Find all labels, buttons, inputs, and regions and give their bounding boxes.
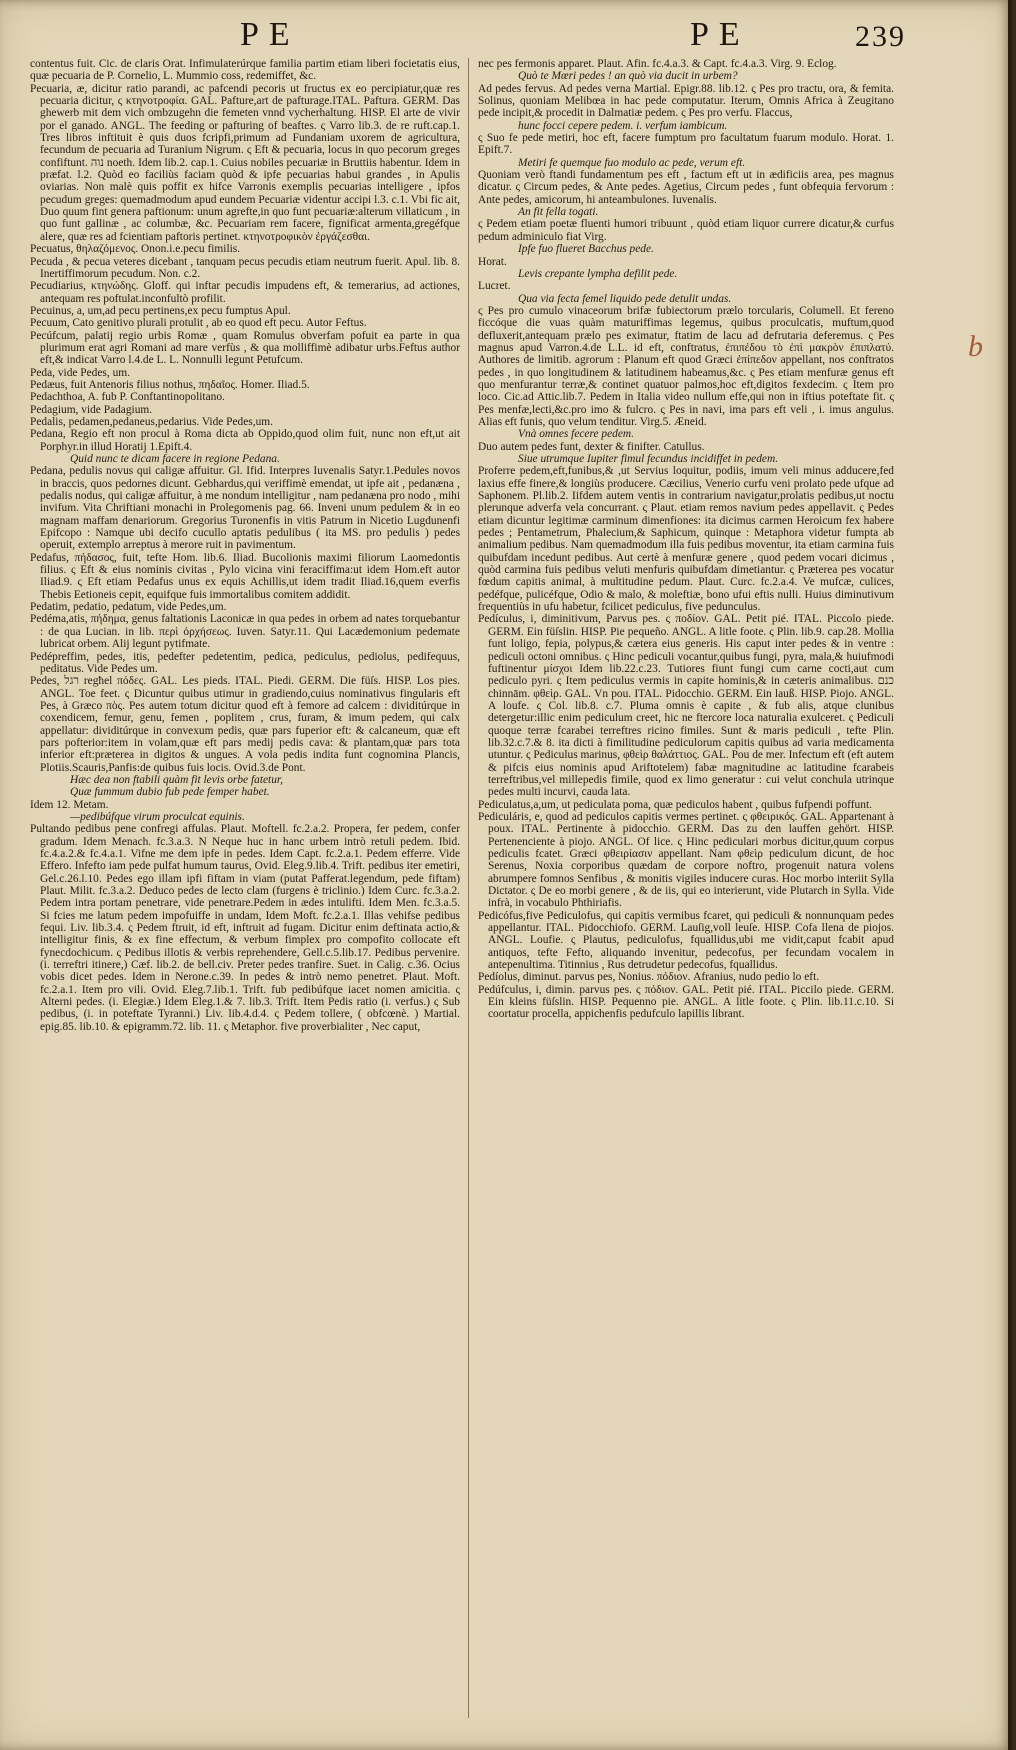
- dictionary-entry: Pecúfcum, palatij regio urbis Romæ , quam Romulus obverfam pofuit ea parte in qua plurimum erat agri Romani ad mare verfùs , & qua molliffimè adibatur urbs.Feftus author eft,& indicat Varro l.4.de L. L. Nonnulli legunt Petufcum.: [30, 329, 460, 367]
- dictionary-entry: Quoniam verò ftandi fundamentum pes eft , factum eft ut in ædificiis area, pes magnus dicatur. ς Circum pedes, & Ante pedes. Agetius, Circum pedes , funt obfequia fervorum : Ante pedes, amicorum, hi anteambulones. Iuvenalis.: [478, 169, 894, 206]
- verse-quote: hunc focci cepere pedem. i. verfum iambicum.: [518, 119, 728, 132]
- dictionary-entry: ς Suo fe pede metiri, hoc eft, facere fumptum pro facultatum fuarum modulo. Horat. 1. Epift.7.: [478, 132, 894, 157]
- verse-quote: Hæc dea non ftabili quàm fit levis orbe fatetur,: [70, 773, 283, 786]
- column-divider: [468, 58, 469, 1718]
- verse-quote: An fit fella togati.: [518, 206, 599, 219]
- dictionary-entry: Pediculáris, e, quod ad pediculos capitis vermes pertinet. ς φθειρικός. GAL. Appartenant à poux. ITAL. Pertinente à pidocchio. GERM. Das zu den lauffen gehört. HISP. Pertenenciente à piojo. ANGL. Of lice. ς Hinc pediculari morbus dicitur,quum corpus pediculis fcatet. Græci φθειρίασιν appellant. Nam φθεὶρ pediculum dicunt, de hoc Serenus, Noxia corporibus quædam de corpore noftro, progenuit natura volens abrumpere fomnos Senfibus , & monitis vigiles inducere curas. Hoc morbo interiit Sylla Dictator. ς De eo morbi genere , & de iis, qui eo interierunt, vide Plutarch in Sylla. Vide infrà, in vocabulo Phthiriafis.: [478, 810, 894, 910]
- verse-quote: Vnà omnes fecere pedem.: [518, 428, 634, 441]
- verse-quote: Ipfe fuo flueret Bacchus pede.: [518, 243, 654, 256]
- dictionary-entry: Horat.: [478, 255, 507, 268]
- dictionary-entry: Pecuaria, æ, dicitur ratio parandi, ac pafcendi pecoris ut fructus ex eo percipiatur,quæ res pecuaria dicitur, ς κτηνοτροφία. GAL. Pafture,art de pafturage.ITAL. Paftura. GERM. Das ghewerb mit dem vich ombzugehn die femeten vnnd vycherhaltung. HISP. El arte de vivir por el ganado. ANGL. The feeding or pafturing of beaftes. ς Varro lib.3. de re ruft.cap.1. Tres libros inftituit è quis duos fcripfi,primum ad Fundaniam uxorem de agricultura, fecundum de pecuaria ad Turanium Nigrum. ς Eft & pecuaria, locus in quo pecorum greges confiftunt. נוה noeth. Idem lib.2. cap.1. Cuius nobiles pecuariæ in Bruttiis habentur. Idem in præfat. l.2. Quòd eo faciliùs faciam quòd & ipfe pecuarias habui grandes , in Apulis oviarias. Non malè quis poffit ex hifce Varronis exemplis pecuarias intelligere , ipfos pecudum greges: quemadmodum apud eundem Pecuariæ videntur accipi l.3. c.1. Vbi fic ait, Duo quum fint genera paftionum: unum agrefte,in quo funt pecuariæ:alterum villaticum , in quo funt gallinæ , ac columbæ, &c. Pecuariam rem facere, fignificat armenta,gregéfque alere, quæ res ad fcientiam paftoris pertinet. κτηνοτροφικὸν ἐργάζεσθαι.: [30, 82, 460, 243]
- page-number: 239: [855, 20, 906, 53]
- dictionary-entry: Pedafus, πήδασος, fuit, tefte Hom. lib.6. Iliad. Bucolionis maximi filiorum Laomedontis filius. ς Eft & eius nominis civitas , Pylo vicina vini feraciffima:ut idem Hom.eft autor Iliad.9. ς Eft etiam Pedafus unus ex equis Achillis,ut idem tradit Iliad.16,quem everfis Thebis Eetioneis cepit, equifque fuis immortalibus comitem addidit.: [30, 551, 460, 601]
- verse-quote: Quò te Mœri pedes ! an quò via ducit in urbem?: [518, 70, 738, 83]
- running-head-center: PE: [690, 16, 750, 53]
- verse-quote: Qua via fecta femel liquido pede detulit undas.: [518, 292, 732, 305]
- dictionary-entry: Proferre pedem,eft,funibus,& ,ut Servius loquitur, podiis, imum veli minus adducere,fed laxius effe finere,& longiùs producere. Cæcilius, Venerio curfu veni prolato pede ufque ad Saphonem. Pl.lib.2. Iifdem autem ventis in contrarium navigatur,prolatis pedibus,ut noctu plerunque adverfa vela concurrant. ς Plaut. etiam remos navium pedes appellavit. ς Pedes etiam dicuntur legitimæ carminum dimenfiones: ita dicimus carmen Heroicum fex habere pedes ; Pentametrum, Phalecium,& Saphicum, quinque : Metaphora videtur fumpta ab animalium pedibus. Nam quemadmodum illa fuis pedibus moventur, ita etiam carmina fuis quibufdam incedunt pedibus. Aut certè à menfuræ genere , quod pedem vocari dicimus , quòd carmina fuis pedibus veluti menfuris quibufdam dimetiantur. ς Præterea pes vocatur fœdum capitis animal, à multitudine pedum. Plaut. Curc. fc.2.a.4. Ve mufcæ, culices, pedéfque, pulicéfque, Odio & malo, & moleftiæ, bono ufui eftis nulli. Huius diminutivum frequentiùs in ufu habetur, fcilicet pediculus, five pedunculus.: [478, 465, 894, 614]
- dictionary-entry: Pedículus, i, diminitivum, Parvus pes. ς ποδίον. GAL. Petit pié. ITAL. Piccolo piede. GERM. Ein füſslin. HISP. Pie pequeño. ANGL. A litle foote. ς Plin. lib.9. cap.28. Mollia funt loligo, fepia, polypus,& cætera eius generis. His caput inter pedes & in ventre : pediculi octoni omnibus. ς Hinc pediculi vocantur,quibus fungi, pyra, mala,& huiufmodi fuftinentur μίσχοι Idem lib.22.c.23. Tutiores fiunt fungi cum carne cocti,aut cum pediculo pyri. ς Item pediculus vermis in capite hominis,& in cæteris animalibus. כנם chinnām. φθεὶρ. GAL. Vn pou. ITAL. Pidocchio. GERM. Ein lauß. HISP. Piojo. ANGL. A loufe. ς Col. lib.8. c.7. Pluma omnis è capite , & fub alis, atque clunibus detergetur:illic enim pediculum creet, hic ne ftercore loca naturalia exulceret. ς Pediculi quoque terræ fcarabei terreftres ricino fimiles. Sunt & maris pediculi , tefte Plin. lib.32.c.7.& 8. ita dicti à fimilitudine pediculorum capitis quibus ad varia medicamenta utuntur. ς Pediculus marinus, φθεὶρ θαλάττιος. GAL. Pou de mer. Infectum eft (eft autem & pifcis eius nominis apud Ariftotelem) fabæ magnitudine ac latitudine fcarabeis terreftribus,vel millepedis fimile, quod ex limo generatur : cui velut conchula utrinque pedes multi incurvi, cauda lata.: [478, 613, 894, 799]
- running-head-left: PE: [240, 16, 300, 53]
- dictionary-entry: Pedes, רגל regħel πόδες. GAL. Les pieds. ITAL. Piedi. GERM. Die füſs. HISP. Los pies. ANGL. Toe feet. ς Dicuntur quibus utimur in gradiendo,cuius nominativus fingularis eft Pes, à Græco πὸς. Pes autem totum dicitur quod eft à femore ad calcem : dividitúrque in coxendicem, femur, genu, femen , poplitem , crus, furam, & imum pedem, qui calx appellatur: dividitúrque in convexum pedis, quæ pars fuperior eft: & calcaneum, quæ eft pars pofterior:item in volam,quæ eft pars medij pedis cava: & plantam,quæ pars tota inferior eft:præterea in digitos & ungues. A vola pedis indita funt cognomina Plancis, Plotiis.Scauris,Panfis:de quibus fuis locis. Ovid.3.de Pont.: [30, 675, 460, 774]
- dictionary-entry: Pedalis, pedamen,pedaneus,pedarius. Vide Pedes,um.: [30, 415, 273, 428]
- dictionary-entry: Idem 12. Metam.: [30, 798, 109, 811]
- dictionary-entry: Pecuum, Cato genitivo plurali protulit , ab eo quod eft pecu. Autor Feftus.: [30, 317, 367, 330]
- dictionary-entry: Pecuatus, θηλαζόμενος. Onon.i.e.pecu fimilis.: [30, 243, 241, 256]
- dictionary-entry: Pediculatus,a,um, ut pediculata poma, quæ pediculos habent , quibus fufpendi poffunt.: [478, 798, 872, 811]
- dictionary-entry: Pedæus, fuit Antenoris filius nothus, πηδαῖος. Homer. Iliad.5.: [30, 378, 310, 391]
- verse-quote: Quæ fummum dubio fub pede femper habet.: [70, 786, 270, 799]
- verse-quote: —pedibúfque virum proculcat equinis.: [70, 810, 245, 823]
- dictionary-entry: Pedíolus, diminut. parvus pes, Nonius. πόδιον. Afranius, nudo pedio lo eft.: [478, 971, 820, 984]
- dictionary-entry: contentus fuit. Cic. de claris Orat. Infimulaterúrque familia partim etiam liberi focietatis eius, quæ pecuaria de P. Cornelio, L. Mummio coss, redemiffet, &c.: [30, 58, 460, 83]
- dictionary-entry: ς Pes pro cumulo vinaceorum brifæ fubiectorum prælo torcularis, Columell. Et fereno ficcóque die vuas quàm maturiffimas legemus, quibus proculcatis, muftum,quod defluxerit,antequam prælo pes eximatur, ftatim de lacu ad defrutaria deferemus. ς Pes magnus apud Varron.4.de L.L. id eft, conftratus, ἐπιπέδου τὸ ἐπὶ μακρὸν ἐπιπλατύ. Authores de limitib. agrorum : Planum eft quod Græci ἐπίπεδον appellant, nos conftratos pedes , in quo longitudinem & latitudinem habeamus,&c. ς Pes etiam menfuræ genus eft quo menfurantur terræ,& continet quatuor palmos,hoc eft,digitos fexdecim. ς Item pro loco. Cic.ad Attic.lib.7. Pedem in Italia video nullum effe,qui non in iftius poteftate fit. ς Pes menfæ,lecti,&c.pro imo & fulcro. ς Pes in navi, ima pars eft veli , i. imus angulus. Alias eft funis, quo velum tenditur. Virg.5. Æneid.: [478, 304, 894, 428]
- dictionary-entry: Pedéma,atis, πήδημα, genus faltationis Laconicæ in qua pedes in orbem ad nates torquebantur : de qua Lucian. in lib. περὶ ὀρχήσεως. Iuven. Satyr.11. Qui Lacædemonium pedemate lubricat orbem. Alij legunt pytifmate.: [30, 613, 460, 651]
- verse-quote: Siue utrumque Iupiter fimul fecundus incidiffet in pedem.: [518, 453, 779, 465]
- dictionary-entry: Peda, vide Pedes, um.: [30, 366, 130, 379]
- page-edge: [1008, 0, 1012, 1750]
- dictionary-entry: ς Pedem etiam poetæ fluenti humori tribuunt , quòd etiam liquor currere dicatur,& curfus pedum adminiculo fiat Virg.: [478, 218, 894, 243]
- right-column: [478, 58, 894, 1021]
- dictionary-entry: Duo autem pedes funt, dexter & finifter. Catullus.: [478, 440, 705, 453]
- dictionary-entry: nec pes fermonis apparet. Plaut. Afin. fc.4.a.3. & Capt. fc.4.a.3. Virg. 9. Eclog.: [478, 58, 837, 70]
- dictionary-entry: Pecudiarius, κτηνώδης. Gloff. qui inftar pecudis impudens eft, & temerarius, ad actiones, antequam res poftulat.inconfultò profilit.: [30, 280, 460, 305]
- dictionary-entry: Pedachthoa, A. fub P. Conftantinopolitano.: [30, 391, 225, 404]
- verse-quote: Metiri fe quemque fuo modulo ac pede, verum eft.: [518, 156, 746, 169]
- dictionary-entry: Pedana, pedulis novus qui caligæ affuitur. Gl. Ifid. Interpres Iuvenalis Satyr.1.Pedules novos in braccis, quos pedornes dicunt. Gebhardus,qui veriffimè emendat, ut ipfe ait , pedanæna , pedalis nodus, qui caligæ affuitur, à me nondum intelligitur , nam pedanæna pro nodo , mihi invifum. Vita Chriftiani monachi in Prolegomenis pag. 66. Inveni unum pedulem & in eo magnam maffam denariorum. Gregorius Turonenfis in vitis Patrum in Nicetio Lugdunenfi Epifcopo : Namque ubi decifo cucullo aptatis pedulibus ( ita MS. pro pedulis ) pedes operuit, extemplo arreptus à merore ruit in pavimentum.: [30, 465, 460, 552]
- margin-annotation: b: [968, 330, 983, 363]
- verse-quote: Quid nunc te dicam facere in regione Pedana.: [70, 453, 280, 465]
- left-column: [30, 58, 460, 1033]
- dictionary-entry: Ad pedes fervus. Ad pedes verna Martial. Epigr.88. lib.12. ς Pes pro tractu, ora, & femita. Solinus, quoniam Melibœa in hac pede computatur. Iterum, Omnis Africa à Zeugitano pede incipit,& procedit in Dalmatiæ pedem. ς Pes pro verfu. Flaccus,: [478, 82, 894, 120]
- verse-quote: Levis crepante lympha defilit pede.: [518, 267, 678, 280]
- dictionary-entry: Pecuda , & pecua veteres dicebant , tanquam pecus pecudis etiam neutrum fuerit. Apul. lib. 8. Inertiffimorum pecudum. Non. c.2.: [30, 255, 460, 280]
- dictionary-entry: Pedicófus,five Pediculofus, qui capitis vermibus fcaret, qui pediculi & nonnunquam pedes appellantur. ITAL. Pidocchiofo. GERM. Lauſig,voll leuſe. HISP. Cofa llena de piojos. ANGL. Loufie. ς Plautus, pediculofus, fquallidus,ubi me vidit,caput fcabit apud antiquos, tefte Fefto, aliquando invenitur, pedecofus, per fecundam vocalem in antepenultima. Titinnius , Rus detrudetur pedecofus, fquallidus.: [478, 909, 894, 972]
- dictionary-entry: Pedana, Regio eft non procul à Roma dicta ab Oppido,quod olim fuit, nunc non eft,ut ait Porphyr.in illud Horatij 1.Epift.4.: [30, 428, 460, 453]
- dictionary-entry: Pedagium, vide Padagium.: [30, 403, 153, 416]
- dictionary-entry: Pecuinus, a, um,ad pecu pertinens,ex pecu fumptus Apul.: [30, 304, 291, 317]
- dictionary-entry: Lucret.: [478, 280, 511, 293]
- dictionary-entry: Pedúfculus, i, dimin. parvus pes. ς πόδιον. GAL. Petit pié. ITAL. Piccilo piede. GERM. Ein kleins füſslin. HISP. Pequenno pie. ANGL. A litle foote. ς Plin. lib.11.c.10. Si coortatur procella, appichenfis pedufculo lapillis librant.: [478, 983, 894, 1021]
- dictionary-entry: Pedépreffim, pedes, itis, pedefter pedetentim, pedica, pediculus, pediolus, pedifequus, peditatus. Vide Pedes um.: [30, 650, 460, 675]
- dictionary-entry: Pedatim, pedatio, pedatum, vide Pedes,um.: [30, 601, 227, 614]
- dictionary-entry: Pultando pedibus pene confregi affulas. Plaut. Moftell. fc.2.a.2. Propera, fer pedem, confer gradum. Idem Menach. fc.3.a.3. N Neque huc in hanc urbem intrò retuli pedem. Ibid. fc.4.a.2.& fc.4.a.1. Vifne me dem ipfe in pedes. Idem Capt. fc.2.a.1. Pedem efferre. Vide Effero. Infefto iam pede pulfat humum taurus, Ovid. Eleg.9.lib.4. Trift. pedibus iter emetiri, Gel.c.26.l.10. Pedes ego illam ipfi fiftam in viam (putat Pafferat.legendum, pede fiftam) Plaut. Milit. fc.3.a.2. Deduco pedes de lecto clam (furgens è triclinio.) Idem Curc. fc.3.a.2. Pedem intra portam penetrare, vide penetrare.Pedem in ædes intulifti. Idem Men. fc.3.a.5. Si fcies me latum pedem impofuiffe in undam, Idem Moft. fc.2.a.1. Illas vehifse pedibus fequi. Liv. lib.3.4. ς Pedem ftruit, id eft, inftruit ad fugam. Dicitur enim deftinata actio,& intelligitur finis, & ex fine effectum, & verbum fimplex pro compofito collocate eft fynecdochicum. ς Pedibus illotis & verbis reprehendere, Gell.c.5.lib.17. Pedibus pervenire. (i. terreftri itinere,) Cæf. lib.2. de bell.civ. Preter pedes tranfire. Suet. in Calig. c.36. Ocius vobis dicet pedes. Idem in Nerone.c.39. In pedes & intrò nemo penetret. Plaut. Moft. fc.2.a.1. Item pro vili. Ovid. Eleg.7.lib.1. Trift. fub pedibúfque iacet nomen amicitia. ς Alterni pedes. (i. Elegiæ.) Idem Eleg.1.& 7. lib.3. Trift. Item Pedis ratio (i. verfus.) ς Sub pedibus, (i. in poteftate Tyranni.) Liv. lib.4.d.4. ς Pedem tollere, ( obfcœnè. ) Martial. epig.85. lib.10. & epigramm.72. lib. 11. ς Metaphor. five proverbialiter , Nec caput,: [30, 823, 460, 1033]
